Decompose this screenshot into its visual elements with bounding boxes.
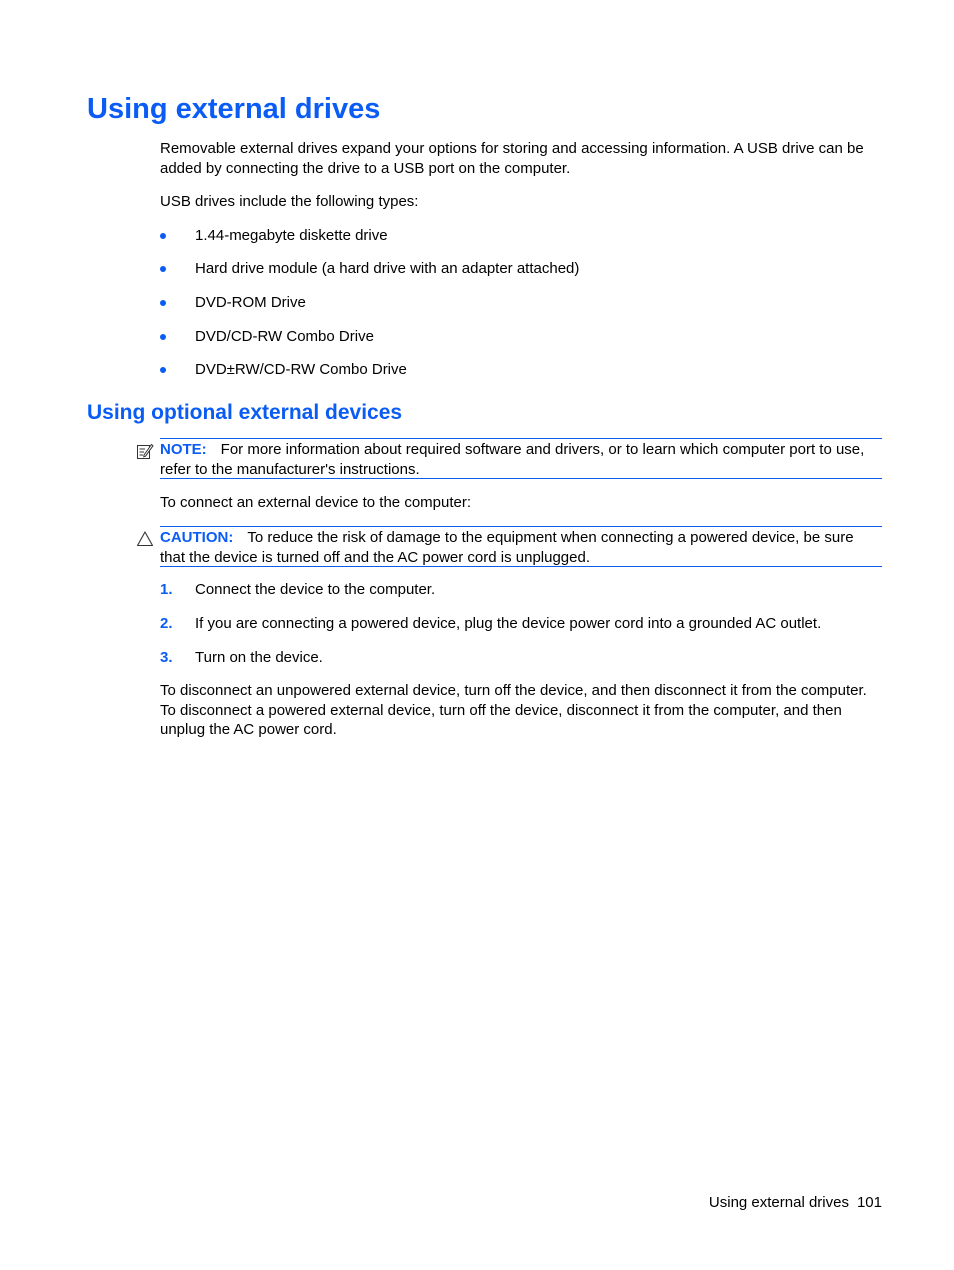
bullet-icon bbox=[160, 266, 166, 272]
bullet-icon bbox=[160, 233, 166, 239]
bullet-icon bbox=[160, 334, 166, 340]
note-label: NOTE: bbox=[160, 441, 207, 458]
step-number: 3. bbox=[160, 649, 173, 666]
bullet-icon bbox=[160, 300, 166, 306]
connect-intro: To connect an external device to the computer: bbox=[160, 494, 472, 511]
caution-label: CAUTION: bbox=[160, 529, 234, 546]
disconnect-paragraph: To disconnect an unpowered external device, turn off the device, and then disconnect it from the computer. To disconnect a powered external device, turn off the device, disconnect it from the computer, and then unplug the AC power cord. bbox=[160, 682, 867, 738]
caution-triangle-icon bbox=[136, 530, 154, 548]
types-intro: USB drives include the following types: bbox=[160, 193, 419, 210]
step-number: 2. bbox=[160, 615, 173, 632]
step-text: Turn on the device. bbox=[195, 649, 323, 666]
footer-section: Using external drives bbox=[708, 1194, 849, 1211]
page-footer bbox=[600, 1193, 882, 1213]
step-text: Connect the device to the computer. bbox=[195, 581, 436, 598]
note-text: For more information about required software and drivers, or to learn which computer port to use, refer to the manufacturer's instructions. bbox=[160, 441, 865, 478]
page-number: 101 bbox=[856, 1194, 882, 1211]
list-item-text: Hard drive module (a hard drive with an adapter attached) bbox=[195, 260, 580, 277]
note-callout bbox=[160, 438, 882, 479]
list-item-text: DVD±RW/CD-RW Combo Drive bbox=[195, 361, 407, 378]
bullet-icon bbox=[160, 367, 166, 373]
intro-paragraph: Removable external drives expand your options for storing and accessing information. A USB drive can be added by connecting the drive to a USB port on the computer. bbox=[160, 140, 864, 177]
step-number: 1. bbox=[160, 581, 173, 598]
list-item-text: DVD-ROM Drive bbox=[195, 294, 306, 311]
note-pencil-icon bbox=[136, 442, 154, 460]
list-item-text: 1.44-megabyte diskette drive bbox=[195, 227, 388, 244]
page-title: Using external drives bbox=[87, 93, 381, 125]
section-heading: Using optional external devices bbox=[87, 401, 403, 424]
step-text: If you are connecting a powered device, plug the device power cord into a grounded AC outlet. bbox=[195, 615, 822, 632]
list-item-text: DVD/CD-RW Combo Drive bbox=[195, 328, 374, 345]
caution-text: To reduce the risk of damage to the equipment when connecting a powered device, be sure that the device is turned off and the AC power cord is unplugged. bbox=[160, 529, 854, 566]
caution-callout bbox=[160, 526, 882, 567]
